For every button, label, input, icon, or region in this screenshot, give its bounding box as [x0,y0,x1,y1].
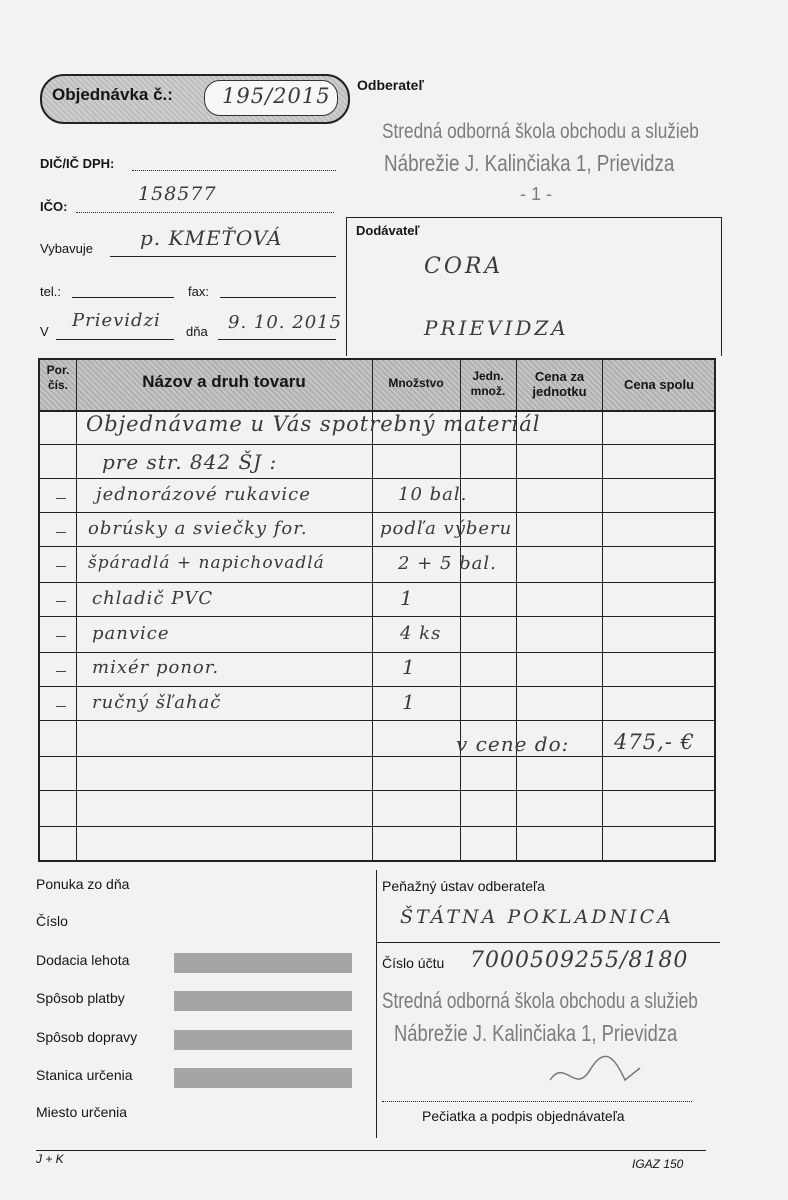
footer-left: J + K [36,1152,64,1166]
row-divider [38,686,716,687]
row-divider [38,826,716,827]
item-qty: 2 + 5 bal. [398,553,497,574]
footer-rule [36,1150,706,1151]
bank-value: ŠTÁTNA POKLADNICA [400,906,674,928]
row-dash [56,706,66,707]
signature-scribble [540,1050,650,1100]
item-qty: 4 ks [400,623,442,644]
sposob-platby-field[interactable] [174,991,352,1011]
item-name: obrúsky a sviečky for. [88,518,308,539]
item-name: chladič PVC [92,588,214,609]
cislo-label: Číslo [36,913,68,929]
sposob-dopravy-field[interactable] [174,1030,352,1050]
row-divider [38,582,716,583]
row-divider [38,444,716,445]
row-dash [56,601,66,602]
row-divider [38,652,716,653]
row-dash [56,566,66,567]
dic-field[interactable] [132,170,336,171]
ponuka-label: Ponuka zo dňa [36,876,130,892]
dna-value: 9. 10. 2015 [228,312,343,333]
th-jedn: Jedn. množ. [470,369,506,398]
customer-stamp-line1: Stredná odborná škola obchodu a služieb [382,120,699,143]
sposob-platby-label: Spôsob platby [36,990,125,1006]
row-divider [38,512,716,513]
footer-right: IGAZ 150 [632,1157,684,1171]
ico-field[interactable] [76,212,334,213]
row-dash [56,532,66,533]
tel-label: tel.: [40,284,61,299]
v-field[interactable] [56,339,174,340]
miesto-label: Miesto určenia [36,1104,128,1120]
signature-field[interactable] [382,1101,692,1102]
col-divider [76,358,77,862]
th-cena-za: Cena za jednotku [532,369,587,399]
vybavuje-label: Vybavuje [40,241,93,256]
row-divider [38,720,716,721]
th-cena-spolu: Cena spolu [623,377,695,392]
bank-field[interactable] [376,942,720,943]
ico-value: 158577 [138,183,217,205]
signature-label: Pečiatka a podpis objednávateľa [422,1108,625,1124]
row-dash [56,636,66,637]
col-divider [602,358,603,862]
dodacia-field[interactable] [174,953,352,973]
ico-label: IČO: [40,199,68,214]
fax-field[interactable] [220,297,336,298]
account-value: 7000509255/8180 [470,948,689,973]
item-qty: podľa výberu [380,518,513,539]
tel-field[interactable] [72,297,174,298]
item-qty: 1 [400,586,414,610]
supplier-city: PRIEVIDZA [424,316,569,340]
total-value: 475,- € [614,730,695,754]
customer-stamp-line2: Nábrežie J. Kalinčiaka 1, Prievidza [384,150,675,176]
item-qty: 1 [402,690,416,714]
row-divider [38,616,716,617]
item-name: špáradlá + napichovadlá [88,553,325,573]
item-name: panvice [92,623,170,644]
stanica-label: Stanica určenia [36,1067,133,1083]
bank-stamp-line1: Stredná odborná škola obchodu a služieb [382,988,698,1013]
order-number-value: 195/2015 [222,84,331,108]
th-por: Por. čís. [46,363,70,392]
v-value: Prievidzi [72,310,161,331]
stanica-field[interactable] [174,1068,352,1088]
item-qty: 1 [402,655,416,679]
dna-field[interactable] [218,339,336,340]
order-number-label: Objednávka č.: [52,85,173,104]
dodacia-label: Dodacia lehota [36,952,130,968]
row-divider [38,790,716,791]
row-divider [38,478,716,479]
bank-label: Peňažný ústav odberateľa [382,878,545,894]
intro-line1: Objednávame u Vás spotrebný materiál [86,412,541,436]
row-divider [38,756,716,757]
th-nazov: Názov a druh tovaru [142,372,306,391]
vybavuje-value: p. KMEŤOVÁ [140,226,283,250]
bottom-divider [376,870,377,1138]
v-label: V [40,324,49,339]
dic-label: DIČ/IČ DPH: [40,156,115,171]
item-name: ručný šľahač [92,692,222,713]
th-mnozstvo: Množstvo [388,376,444,390]
vybavuje-field[interactable] [110,256,336,257]
supplier-name: CORA [424,254,504,279]
supplier-label: Dodávateľ [356,223,420,238]
item-name: jednorázové rukavice [96,484,311,505]
row-dash [56,498,66,499]
intro-line2: pre str. 842 ŠJ : [102,450,278,474]
item-name: mixér ponor. [92,657,220,678]
account-label: Číslo účtu [382,955,445,971]
row-divider [38,546,716,547]
sposob-dopravy-label: Spôsob dopravy [36,1029,138,1045]
fax-label: fax: [188,284,209,299]
dna-label: dňa [186,324,208,339]
item-qty: 10 bal. [398,484,468,505]
total-label: v cene do: [456,732,570,756]
customer-label: Odberateľ [357,77,424,93]
row-dash [56,671,66,672]
customer-stamp-line3: - 1 - [520,184,553,204]
bank-stamp-line2: Nábrežie J. Kalinčiaka 1, Prievidza [394,1020,678,1046]
